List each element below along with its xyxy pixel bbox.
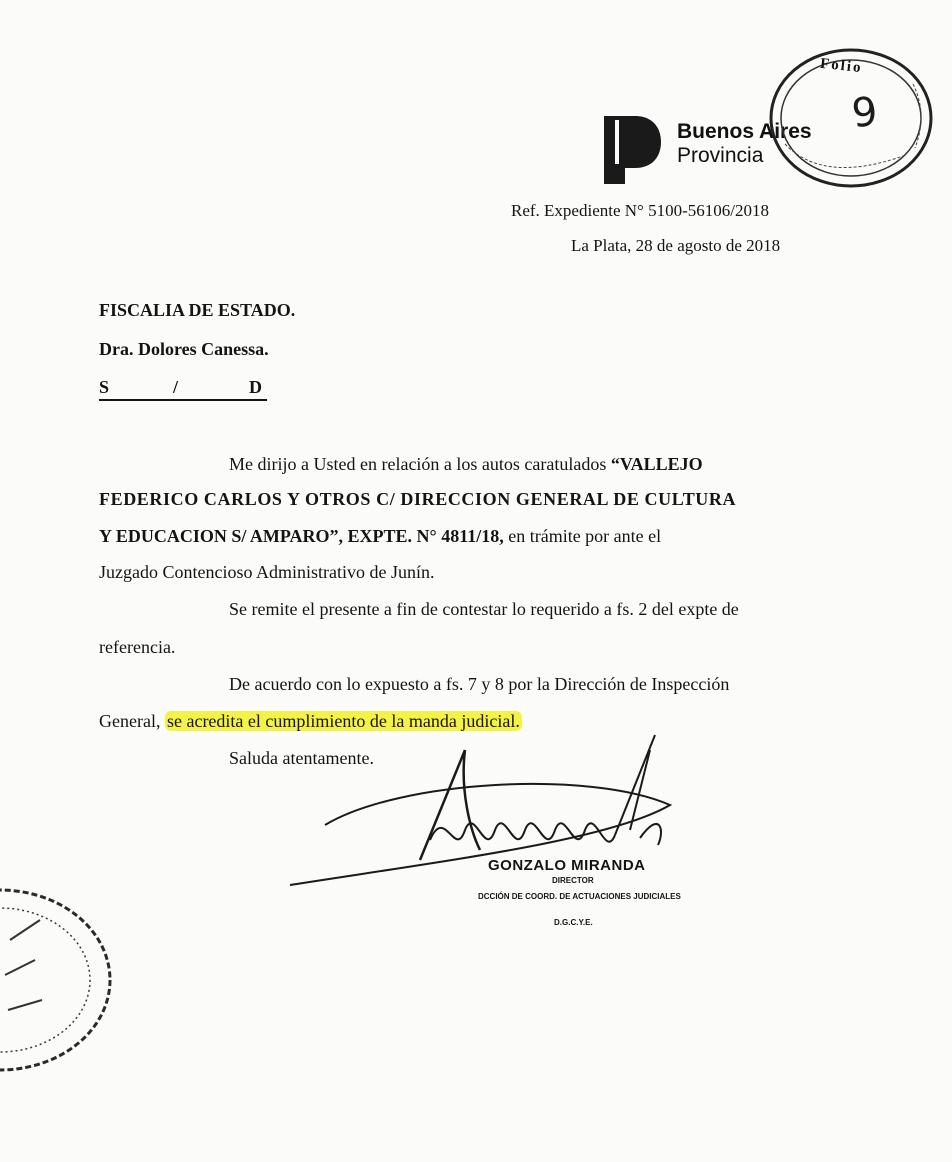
- paragraph2-line1: Se remite el presente a fin de contestar lo requerido a fs. 2 del expte de: [229, 599, 739, 619]
- folio-label: Folio: [819, 55, 864, 77]
- signatory-office: DCCIÓN DE COORD. DE ACTUACIONES JUDICIALES: [478, 892, 681, 901]
- sd-d: D: [249, 377, 262, 397]
- folio-number: 9: [849, 88, 880, 138]
- p3-l2-text: General,: [99, 711, 165, 731]
- highlighted-text: se acredita el cumplimiento de la manda judicial.: [166, 711, 520, 731]
- paragraph1-line2: FEDERICO CARLOS Y OTROS C/ DIRECCION GENERAL DE CULTURA: [99, 489, 737, 509]
- p1-l3-text: en trámite por ante el: [503, 526, 662, 546]
- expediente-reference: Ref. Expediente N° 5100-56106/2018: [511, 201, 769, 220]
- buenos-aires-logo-icon: [601, 112, 663, 186]
- sd-line: [99, 377, 267, 401]
- paragraph1-line1: [229, 453, 703, 475]
- sd-s: S: [99, 377, 110, 397]
- partial-stamp-icon: [0, 880, 120, 1080]
- addressee-name: Dra. Dolores Canessa.: [99, 339, 269, 359]
- closing: Saluda atentamente.: [229, 748, 374, 768]
- p1-l3-bold: Y EDUCACION S/ AMPARO”, EXPTE. N° 4811/18,: [99, 526, 504, 546]
- signatory-name: GONZALO MIRANDA: [488, 857, 646, 874]
- p1-l1-bold: “VALLEJO: [610, 454, 703, 474]
- paragraph1-line4: Juzgado Contencioso Administrativo de Junín.: [99, 562, 435, 582]
- signatory-title: DIRECTOR: [552, 876, 594, 885]
- p1-l1-text: Me dirijo a Usted en relación a los autos caratulados: [229, 454, 611, 474]
- addressee-org: FISCALIA DE ESTADO.: [99, 300, 296, 320]
- place-date: La Plata, 28 de agosto de 2018: [571, 236, 781, 255]
- signatory-org: D.G.C.Y.E.: [554, 918, 593, 927]
- paragraph3-line1: De acuerdo con lo expuesto a fs. 7 y 8 por la Dirección de Inspección: [229, 674, 730, 694]
- sd-slash: /: [173, 377, 179, 397]
- paragraph2-line2: referencia.: [99, 637, 176, 657]
- logo-line2: Provincia: [677, 144, 764, 167]
- logo-line1: Buenos Aires: [677, 120, 812, 143]
- paragraph1-line3: [99, 525, 661, 547]
